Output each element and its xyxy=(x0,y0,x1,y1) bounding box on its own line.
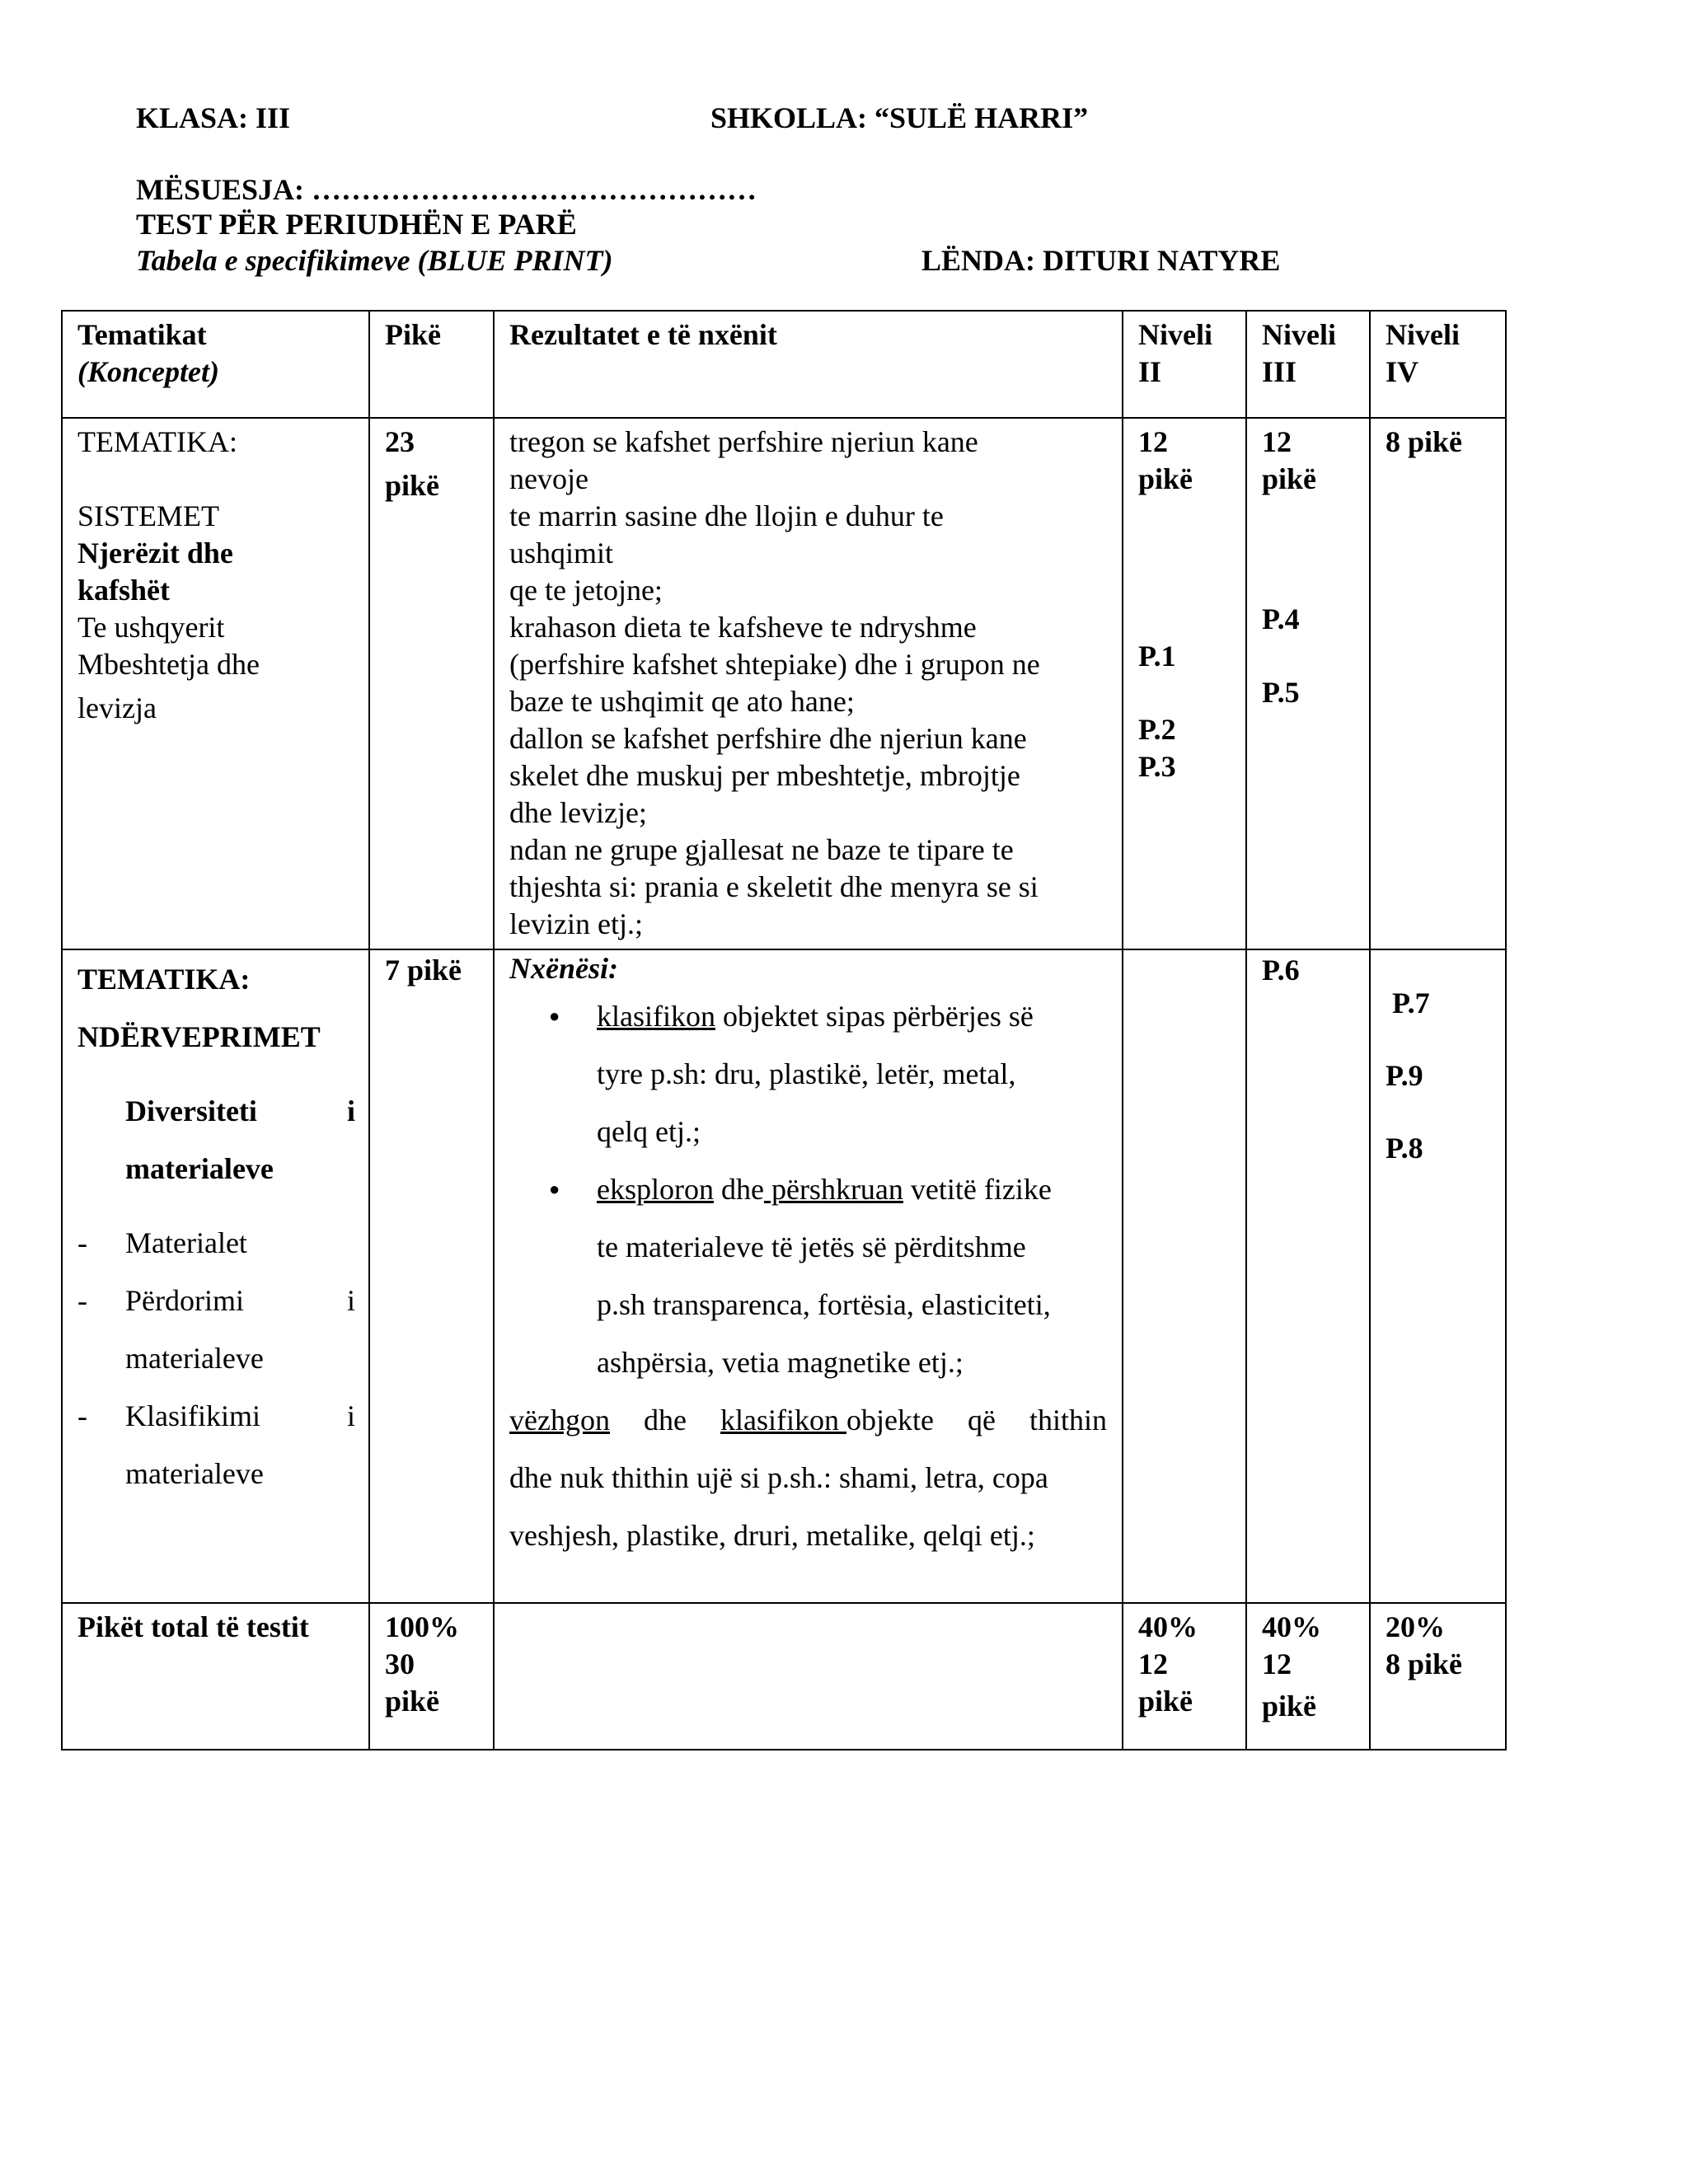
total-niveli-2: 40% 12 pikë xyxy=(1138,1610,1198,1718)
outcome-line: ndan ne grupe gjallesat ne baze te tipare te xyxy=(509,833,1014,866)
outcome-line: tregon se kafshet perfshire njeriun kane xyxy=(509,425,978,458)
list-item: vëzhgon dhe klasifikon objekte që thithin xyxy=(509,1404,1107,1436)
list-item: - Klasifikimi i materialeve xyxy=(77,1387,355,1502)
total-label: Pikët total të testit xyxy=(77,1610,309,1643)
outcome-line: dhe levizje; xyxy=(509,796,647,829)
outcome-line: (perfshire kafshet shtepiake) dhe i grupon ne xyxy=(509,648,1040,681)
total-empty-cell xyxy=(495,1604,1122,1609)
outcome-line: krahason dieta te kafsheve te ndryshme xyxy=(509,611,977,644)
outcome-line: baze te ushqimit qe ato hane; xyxy=(509,685,855,718)
niveli-2-sistemet: 12 pikë P.1 P.2 P.3 xyxy=(1138,425,1193,783)
outcome-line: skelet dhe muskuj per mbeshtetje, mbrojtje xyxy=(509,759,1020,792)
table-row-nderveprimet xyxy=(62,949,1506,1603)
niveli-4-nderveprimet: P.7 P.9 P.8 xyxy=(1386,987,1430,1165)
total-points: 100% 30 pikë xyxy=(385,1610,459,1718)
subject-label: LËNDA: DITURI NATYRE xyxy=(921,244,1281,277)
teacher-label: MËSUESJA: ……………………………………… xyxy=(136,173,757,206)
header-niveli-2: Niveli II xyxy=(1138,318,1212,388)
learning-outcomes-sistemet xyxy=(495,419,1122,943)
outcome-line: levizin etj.; xyxy=(509,907,643,940)
list-item: - Materialet xyxy=(77,1214,355,1272)
outcome-line: qe te jetojne; xyxy=(509,574,663,607)
niveli-3-sistemet: 12 pikë P.4 P.5 xyxy=(1262,425,1317,709)
list-item: - Përdorimi i materialeve xyxy=(77,1272,355,1387)
topic-sistemet: TEMATIKA: SISTEMET Njerëzit dhe kafshët Te ushqyerit Mbeshtetja dhe levizja xyxy=(77,425,260,724)
outcome-line: dallon se kafshet perfshire dhe njeriun kane xyxy=(509,722,1027,755)
points-nderveprimet: 7 pikë xyxy=(385,954,462,987)
header-pike: Pikë xyxy=(385,318,441,351)
points-sistemet: 23 pikë xyxy=(385,425,440,502)
list-item: ● eksploron dhe përshkruan vetitë fizike te materialeve të jetës së përditshme p.sh transparenca, fortësia, elasticiteti, ashpërsia, vetia magnetike etj.; xyxy=(597,1160,1107,1391)
niveli-3-nderveprimet: P.6 xyxy=(1262,954,1300,987)
outcome-line: thjeshta si: prania e skeletit dhe menyra se si xyxy=(509,870,1039,903)
learning-outcomes-nderveprimet: Nxënësi: ● klasifikon objektet sipas përbërjes së tyre p.sh: dru, plastikë, letër, metal, qelq etj.; ● eksploron dhe përshkruan vetitë fizike te materialeve të jetës së përditshme p.sh transparenca, fortësia, elasticiteti, ashpërsia, vetia magnetike etj.; vëzhgon dhe klasifikon objekte që thithin dhe nuk thithin ujë si p.sh.: shami, letra, copa veshjesh, plastike, druri, metalike, qelqi etj.; xyxy=(495,950,1122,1564)
total-niveli-4: 20% 8 pikë xyxy=(1386,1610,1463,1680)
outcome-line: ushqimit xyxy=(509,537,614,569)
niveli-4-sistemet: 8 pikë xyxy=(1386,425,1463,458)
header-rezultatet: Rezultatet e të nxënit xyxy=(509,318,777,351)
niveli-2-nderveprimet xyxy=(1123,950,1245,955)
total-niveli-3: 40% 12 pikë xyxy=(1262,1610,1321,1722)
test-title: TEST PËR PERIUDHËN E PARË xyxy=(136,208,577,241)
list-item: ● klasifikon objektet sipas përbërjes së tyre p.sh: dru, plastikë, letër, metal, qelq etj.; xyxy=(597,987,1107,1160)
table-subtitle: Tabela e specifikimeve (BLUE PRINT) xyxy=(136,244,613,277)
outcome-line: nevoje xyxy=(509,462,588,495)
topic-nderveprimet: TEMATIKA: NDËRVEPRIMET Diversiteti i materialeve - Materialet - Përdorimi i materialeve - Klasifikimi i materialeve xyxy=(63,950,368,1502)
school-label: SHKOLLA: “SULË HARRI” xyxy=(710,101,1089,134)
table-row-sistemet xyxy=(62,418,1506,949)
table-total-row xyxy=(62,1603,1506,1750)
outcome-line: te marrin sasine dhe llojin e duhur te xyxy=(509,499,944,532)
class-label: KLASA: III xyxy=(136,101,291,134)
table-header-row xyxy=(62,311,1506,418)
header-tematikat: Tematikat (Konceptet) xyxy=(77,318,219,388)
header-niveli-4: Niveli IV xyxy=(1386,318,1460,388)
header-niveli-3: Niveli III xyxy=(1262,318,1336,388)
specification-table xyxy=(61,310,1507,1750)
